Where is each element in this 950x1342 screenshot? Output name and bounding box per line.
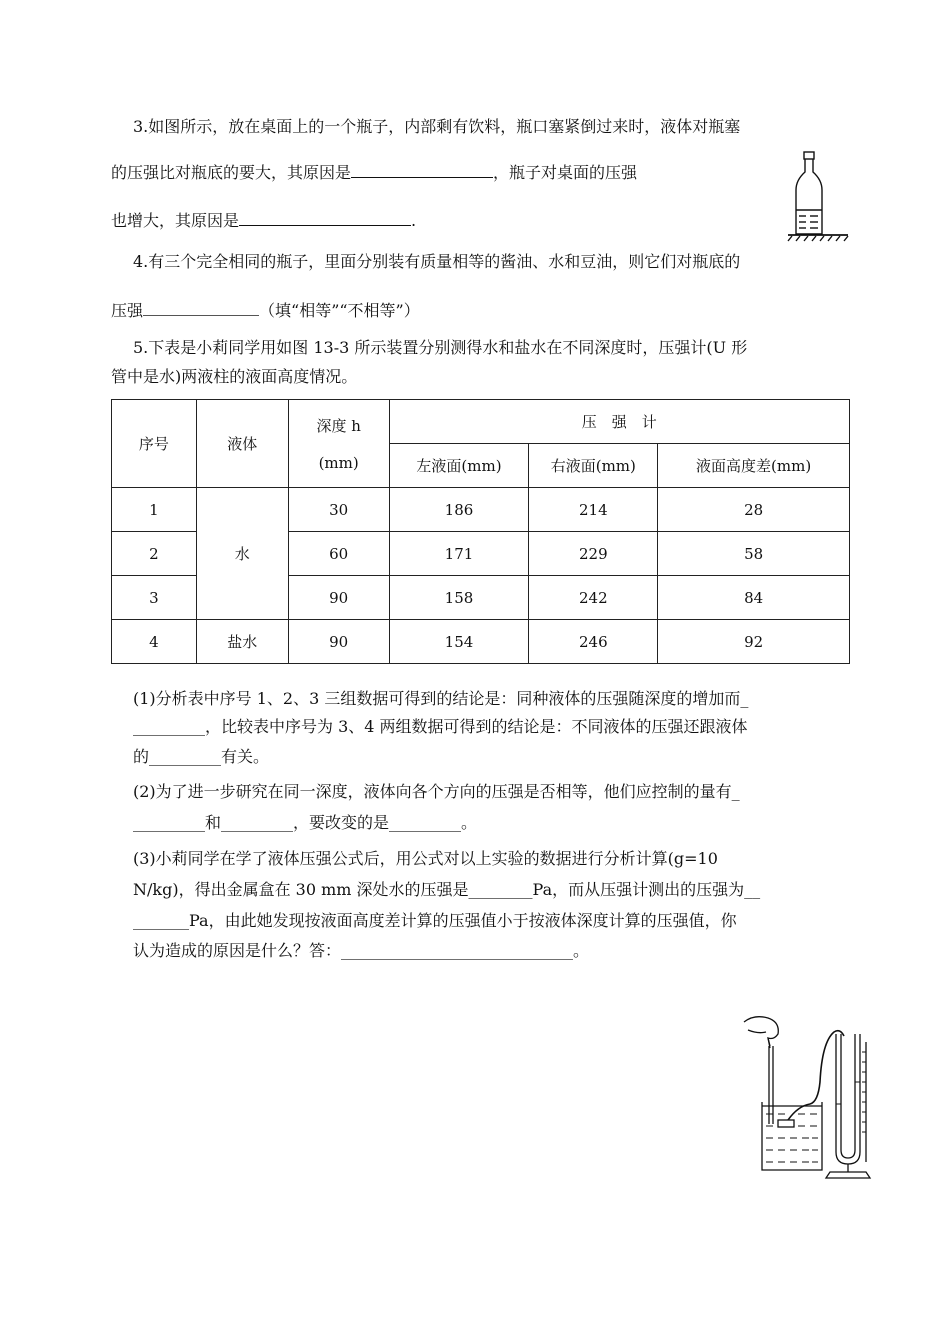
cell-seq: 1 xyxy=(112,488,197,532)
cell-seq: 3 xyxy=(112,576,197,620)
q5-line-1: 5.下表是小莉同学用如图 13-3 所示装置分别测得水和盐水在不同深度时，压强计(U 形 xyxy=(133,338,748,357)
q3-answer-blank-2[interactable] xyxy=(239,209,411,226)
q3-line-3-text-b: . xyxy=(411,211,417,230)
q3-line-2-text-a: 的压强比对瓶底的要大，其原因是 xyxy=(111,163,352,182)
sub3-line-4: 认为造成的原因是什么？答：_____________________________。 xyxy=(133,941,590,960)
sub3-line-2: N/kg)，得出金属盒在 30 mm 深处水的压强是________Pa，而从压强计测出的压强为__ xyxy=(133,880,761,899)
table-row xyxy=(112,620,850,664)
cell-left: 171 xyxy=(389,532,529,576)
data-table xyxy=(111,399,850,664)
header-right-level: 右液面(mm) xyxy=(529,444,658,488)
q4-answer-blank[interactable] xyxy=(143,299,259,316)
cell-right: 242 xyxy=(529,576,658,620)
q3-line-1: 3.如图所示，放在桌面上的一个瓶子，内部剩有饮料，瓶口塞紧倒过来时，液体对瓶塞 xyxy=(133,117,741,136)
cell-right: 246 xyxy=(529,620,658,664)
q5-line-2: 管中是水)两液柱的液面高度情况。 xyxy=(111,367,358,386)
q3-line-2-text-b: ，瓶子对桌面的压强 xyxy=(493,163,638,182)
q4-line-2-text-a: 压强 xyxy=(111,301,144,320)
cell-depth: 30 xyxy=(288,488,389,532)
cell-left: 186 xyxy=(389,488,529,532)
cell-depth: 90 xyxy=(288,576,389,620)
table-row xyxy=(112,488,850,532)
sub2-line-1: (2)为了进一步研究在同一深度，液体向各个方向的压强是否相等，他们应控制的量有_ xyxy=(133,782,740,801)
header-liquid: 液体 xyxy=(196,400,288,488)
q3-line-2 xyxy=(111,161,637,184)
cell-seq: 2 xyxy=(112,532,197,576)
cell-depth: 60 xyxy=(288,532,389,576)
header-left-level: 左液面(mm) xyxy=(389,444,529,488)
cell-right: 229 xyxy=(529,532,658,576)
cell-diff: 58 xyxy=(658,532,850,576)
sub2-line-2: _________和_________，要改变的是_________。 xyxy=(133,813,478,832)
header-depth-line-1: 深度 h xyxy=(316,417,361,435)
header-depth xyxy=(288,400,389,488)
cell-left: 154 xyxy=(389,620,529,664)
cell-diff: 84 xyxy=(658,576,850,620)
q3-answer-blank-1[interactable] xyxy=(351,161,493,178)
cell-diff: 92 xyxy=(658,620,850,664)
cell-diff: 28 xyxy=(658,488,850,532)
q4-line-1: 4.有三个完全相同的瓶子，里面分别装有质量相等的酱油、水和豆油，则它们对瓶底的 xyxy=(133,252,741,271)
cell-liquid-water: 水 xyxy=(196,488,288,620)
q4-line-2-text-b: （填“相等”“不相等”） xyxy=(259,301,420,320)
cell-liquid: 盐水 xyxy=(196,620,288,664)
sub3-line-3: _______Pa，由此她发现按液面高度差计算的压强值小于按液体深度计算的压强值，你 xyxy=(133,911,737,930)
header-pressure-gauge: 压 强 计 xyxy=(389,400,849,444)
cell-left: 158 xyxy=(389,576,529,620)
sub3-line-1: (3)小莉同学在学了液体压强公式后，用公式对以上实验的数据进行分析计算(g=10 xyxy=(133,849,718,868)
cell-right: 214 xyxy=(529,488,658,532)
bottle-figure xyxy=(786,150,852,242)
cell-depth: 90 xyxy=(288,620,389,664)
sub1-line-3: 的_________有关。 xyxy=(133,747,270,766)
header-seq: 序号 xyxy=(112,400,197,488)
header-depth-line-2: (mm) xyxy=(318,454,359,472)
pressure-gauge-apparatus-figure xyxy=(740,1012,880,1184)
q3-line-3-text-a: 也增大，其原因是 xyxy=(111,211,240,230)
cell-seq: 4 xyxy=(112,620,197,664)
header-level-difference: 液面高度差(mm) xyxy=(658,444,850,488)
sub1-line-1: (1)分析表中序号 1、2、3 三组数据可得到的结论是：同种液体的压强随深度的增加而_ xyxy=(133,689,749,708)
q4-line-2 xyxy=(111,299,420,322)
sub1-line-2: _________，比较表中序号为 3、4 两组数据可得到的结论是：不同液体的压强还跟液体 xyxy=(133,717,748,736)
q3-line-3 xyxy=(111,209,416,232)
